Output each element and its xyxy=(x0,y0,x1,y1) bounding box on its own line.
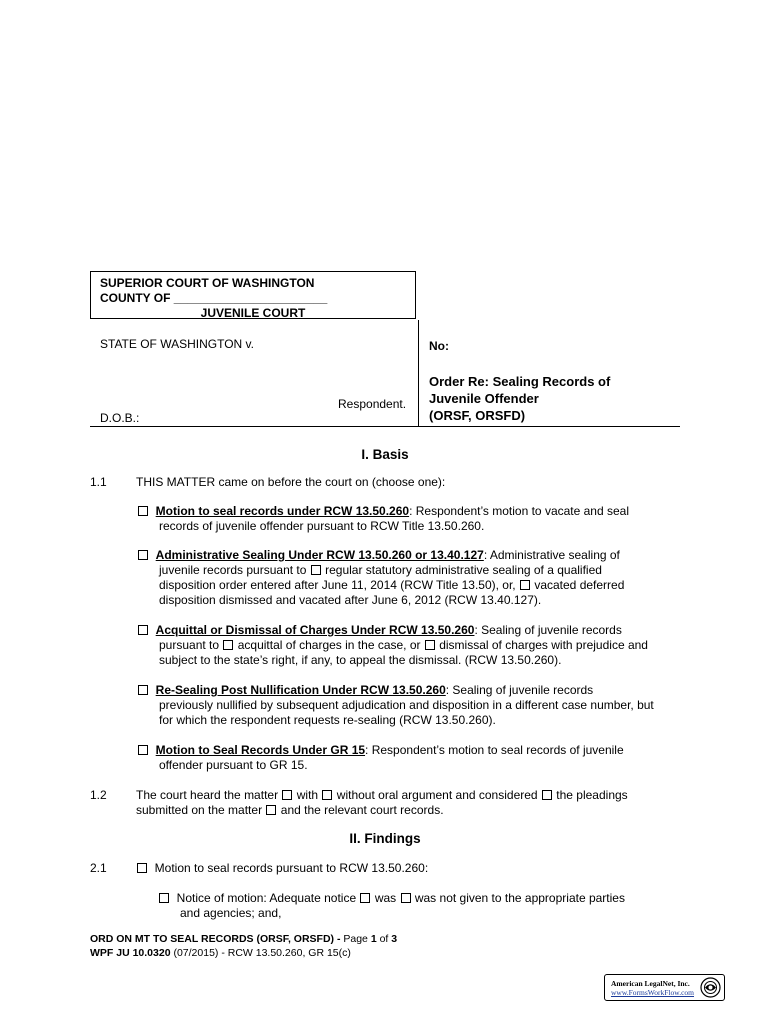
option-3-line-3: subject to the state’s right, if any, to appeal the dismissal. (RCW 13.50.260). xyxy=(159,653,562,667)
option-3-line-2 xyxy=(137,638,682,653)
pleadings-checkbox[interactable] xyxy=(542,790,552,800)
notice-checkbox[interactable] xyxy=(159,893,169,903)
option-4-line-2: previously nullified by subsequent adjudication and disposition in a different case number, but xyxy=(159,698,654,712)
para-1-2-b: with xyxy=(296,788,319,802)
footer-form-title: ORD ON MT TO SEAL RECORDS (ORSF, ORSFD) - xyxy=(90,933,341,945)
option-3-desc: : Sealing of juvenile records xyxy=(474,623,622,637)
court-records-checkbox[interactable] xyxy=(266,805,276,815)
option-5-title: Motion to Seal Records Under GR 15 xyxy=(155,743,366,757)
logo-url-link[interactable]: www.FormsWorkFlow.com xyxy=(611,988,695,997)
option-2-line-4: disposition dismissed and vacated after June 6, 2012 (RCW 13.40.127). xyxy=(159,593,542,607)
para-2-1-number: 2.1 xyxy=(90,861,107,875)
para-1-2-c: without oral argument and considered xyxy=(336,788,538,802)
footer-page-total: 3 xyxy=(391,933,398,945)
footer-page-number: 1 xyxy=(370,933,377,945)
footer-page-label: Page xyxy=(343,933,368,945)
option-4-title: Re-Sealing Post Nullification Under RCW 13.50.260 xyxy=(155,683,446,697)
regular-sealing-checkbox[interactable] xyxy=(311,565,321,575)
option-1-title: Motion to seal records under RCW 13.50.260 xyxy=(155,504,410,518)
option-2-line-2 xyxy=(137,563,682,578)
dob-label: D.O.B.: xyxy=(100,411,140,425)
option-4-checkbox[interactable] xyxy=(138,685,148,695)
para-2-1-checkbox[interactable] xyxy=(137,863,147,873)
dismissal-checkbox[interactable] xyxy=(425,640,435,650)
option-1-checkbox[interactable] xyxy=(138,506,148,516)
footer-of-label: of xyxy=(379,933,389,945)
option-1-line-2: records of juvenile offender pursuant to RCW Title 13.50.260. xyxy=(159,519,485,533)
option-2-line-3 xyxy=(137,578,682,593)
option-acquittal-dismissal xyxy=(137,623,682,668)
option-3-line-2c: dismissal of charges with prejudice and xyxy=(439,638,648,652)
acquittal-checkbox[interactable] xyxy=(223,640,233,650)
option-2-title: Administrative Sealing Under RCW 13.50.260 or 13.40.127 xyxy=(155,548,484,562)
option-2-line-2a: juvenile records pursuant to xyxy=(159,563,307,577)
notice-a: Notice of motion: Adequate notice xyxy=(176,891,357,905)
notice-b: was xyxy=(374,891,397,905)
para-1-2-line-2a: submitted on the matter xyxy=(136,803,263,817)
option-5-line-2: offender pursuant to GR 15. xyxy=(159,758,308,772)
american-legalnet-logo xyxy=(604,974,725,1001)
option-motion-seal xyxy=(137,504,682,534)
para-1-1-number: 1.1 xyxy=(90,475,107,489)
document-title xyxy=(429,373,610,424)
para-1-2-text xyxy=(136,788,681,818)
option-1-desc: : Respondent’s motion to vacate and seal xyxy=(409,504,629,518)
option-admin-sealing xyxy=(137,548,682,608)
para-1-2-number: 1.2 xyxy=(90,788,107,802)
title-line-2: Juvenile Offender xyxy=(429,391,539,406)
option-4-line-3: for which the respondent requests re-sealing (RCW 13.50.260). xyxy=(159,713,496,727)
para-1-1-text: THIS MATTER came on before the court on (choose one): xyxy=(136,475,446,489)
notice-of-motion xyxy=(158,891,625,921)
party-name: STATE OF WASHINGTON v. xyxy=(100,337,255,351)
option-2-desc: : Administrative sealing of xyxy=(483,548,620,562)
option-resealing xyxy=(137,683,682,728)
court-header-box xyxy=(90,271,416,319)
option-4-desc: : Sealing of juvenile records xyxy=(445,683,594,697)
option-2-line-3b: vacated deferred xyxy=(534,578,625,592)
option-5-checkbox[interactable] xyxy=(138,745,148,755)
case-number-label: No: xyxy=(429,339,449,353)
without-argument-checkbox[interactable] xyxy=(322,790,332,800)
county-line: COUNTY OF _______________________ xyxy=(100,291,328,305)
title-line-1: Order Re: Sealing Records of xyxy=(429,374,611,389)
option-2-checkbox[interactable] xyxy=(138,550,148,560)
para-1-2-a: The court heard the matter xyxy=(136,788,279,802)
option-gr15 xyxy=(137,743,682,773)
respondent-label: Respondent. xyxy=(338,397,407,411)
page-footer xyxy=(90,932,397,960)
notice-was-not-checkbox[interactable] xyxy=(401,893,411,903)
notice-was-checkbox[interactable] xyxy=(360,893,370,903)
footer-form-citation: (07/2015) - RCW 13.50.260, GR 15(c) xyxy=(173,947,351,959)
caption-divider xyxy=(90,426,680,427)
para-2-1-label: Motion to seal records pursuant to RCW 13.50.260: xyxy=(154,861,429,875)
section-2-heading: II. Findings xyxy=(349,831,421,846)
section-1-heading: I. Basis xyxy=(361,447,409,462)
option-5-desc: : Respondent’s motion to seal records of juvenile xyxy=(365,743,624,757)
option-3-checkbox[interactable] xyxy=(138,625,148,635)
option-2-line-3a: disposition order entered after June 11, 2014 (RCW Title 13.50), or, xyxy=(159,578,516,592)
para-2-1-text xyxy=(136,861,428,875)
footer-form-number: WPF JU 10.0320 xyxy=(90,947,171,959)
notice-line-2: and agencies; and, xyxy=(180,906,282,920)
para-1-2-d: the pleadings xyxy=(556,788,628,802)
option-3-line-2b: acquittal of charges in the case, or xyxy=(237,638,421,652)
notice-c: was not given to the appropriate parties xyxy=(414,891,625,905)
option-3-title: Acquittal or Dismissal of Charges Under RCW 13.50.260 xyxy=(155,623,475,637)
with-argument-checkbox[interactable] xyxy=(282,790,292,800)
option-3-line-2a: pursuant to xyxy=(159,638,220,652)
logo-company-name: American LegalNet, Inc. xyxy=(611,979,690,988)
vacated-deferred-checkbox[interactable] xyxy=(520,580,530,590)
option-2-line-2b: regular statutory administrative sealing of a qualified xyxy=(325,563,602,577)
court-name: SUPERIOR COURT OF WASHINGTON xyxy=(100,276,315,290)
globe-icon xyxy=(700,977,721,998)
juvenile-court-label: JUVENILE COURT xyxy=(200,306,306,320)
title-line-3: (ORSF, ORSFD) xyxy=(429,408,526,423)
para-1-2-line-2b: and the relevant court records. xyxy=(280,803,444,817)
